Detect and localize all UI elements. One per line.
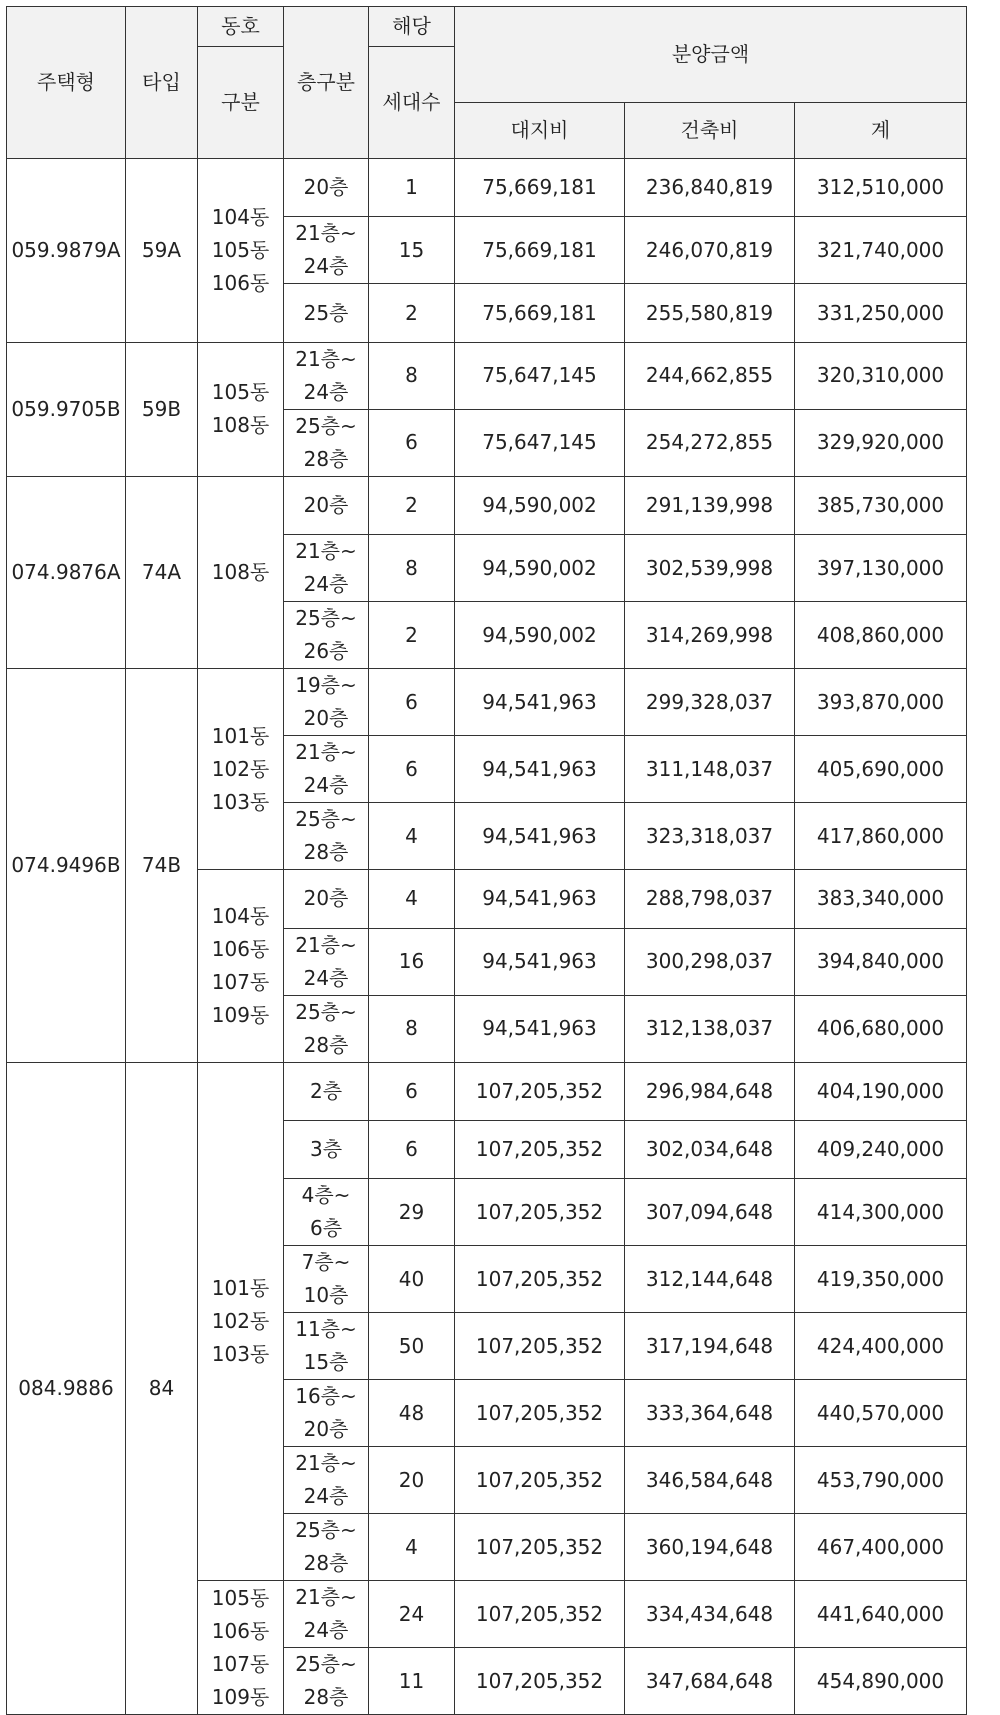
units-cell: 24: [369, 1581, 455, 1648]
units-cell: 8: [369, 995, 455, 1062]
total-price-cell: 383,340,000: [795, 870, 967, 928]
floor-cell: 19층~ 20층: [284, 669, 369, 736]
units-cell: 6: [369, 736, 455, 803]
building-cost-cell: 291,139,998: [625, 476, 795, 534]
total-price-cell: 440,570,000: [795, 1380, 967, 1447]
land-cost-cell: 107,205,352: [455, 1581, 625, 1648]
price-table: [6, 6, 967, 1715]
floor-cell: 25층~ 26층: [284, 602, 369, 669]
header-dong-bottom: 구분: [198, 47, 284, 159]
total-price-cell: 441,640,000: [795, 1581, 967, 1648]
type-cell: 74B: [126, 669, 198, 1062]
floor-cell: 25층~ 28층: [284, 995, 369, 1062]
land-cost-cell: 94,541,963: [455, 870, 625, 928]
land-cost-cell: 107,205,352: [455, 1514, 625, 1581]
dong-cell: 104동 106동 107동 109동: [198, 870, 284, 1062]
total-price-cell: 414,300,000: [795, 1179, 967, 1246]
floor-cell: 25층~ 28층: [284, 803, 369, 870]
floor-cell: 21층~ 24층: [284, 1581, 369, 1648]
units-cell: 6: [369, 1120, 455, 1178]
floor-cell: 4층~ 6층: [284, 1179, 369, 1246]
building-cost-cell: 307,094,648: [625, 1179, 795, 1246]
floor-cell: 11층~ 15층: [284, 1313, 369, 1380]
units-cell: 2: [369, 476, 455, 534]
land-cost-cell: 94,590,002: [455, 535, 625, 602]
floor-cell: 2층: [284, 1062, 369, 1120]
building-cost-cell: 236,840,819: [625, 159, 795, 217]
total-price-cell: 331,250,000: [795, 284, 967, 342]
units-cell: 8: [369, 535, 455, 602]
units-cell: 48: [369, 1380, 455, 1447]
floor-cell: 20층: [284, 159, 369, 217]
units-cell: 2: [369, 284, 455, 342]
units-cell: 4: [369, 870, 455, 928]
building-cost-cell: 255,580,819: [625, 284, 795, 342]
land-cost-cell: 94,541,963: [455, 995, 625, 1062]
table-row: [7, 1062, 967, 1120]
floor-cell: 25층~ 28층: [284, 1514, 369, 1581]
total-price-cell: 406,680,000: [795, 995, 967, 1062]
total-price-cell: 467,400,000: [795, 1514, 967, 1581]
building-cost-cell: 300,298,037: [625, 928, 795, 995]
land-cost-cell: 107,205,352: [455, 1179, 625, 1246]
type-cell: 74A: [126, 476, 198, 668]
building-cost-cell: 360,194,648: [625, 1514, 795, 1581]
floor-cell: 21층~ 24층: [284, 736, 369, 803]
header-price: 분양금액: [455, 7, 967, 103]
land-cost-cell: 107,205,352: [455, 1447, 625, 1514]
table-row: [7, 669, 967, 736]
table-row: [7, 159, 967, 217]
land-cost-cell: 75,647,145: [455, 342, 625, 409]
floor-cell: 7층~ 10층: [284, 1246, 369, 1313]
units-cell: 11: [369, 1648, 455, 1715]
dong-cell: 101동 102동 103동: [198, 1062, 284, 1581]
land-cost-cell: 75,647,145: [455, 409, 625, 476]
type-cell: 59B: [126, 342, 198, 476]
building-cost-cell: 311,148,037: [625, 736, 795, 803]
land-cost-cell: 94,541,963: [455, 803, 625, 870]
header-total: 계: [795, 103, 967, 159]
building-cost-cell: 246,070,819: [625, 217, 795, 284]
header-building: 건축비: [625, 103, 795, 159]
total-price-cell: 417,860,000: [795, 803, 967, 870]
floor-cell: 21층~ 24층: [284, 535, 369, 602]
total-price-cell: 329,920,000: [795, 409, 967, 476]
header-floor: 층구분: [284, 7, 369, 159]
dong-cell: 108동: [198, 476, 284, 668]
housing-type-cell: 074.9876A: [7, 476, 126, 668]
land-cost-cell: 75,669,181: [455, 217, 625, 284]
land-cost-cell: 94,541,963: [455, 736, 625, 803]
table-row: [7, 476, 967, 534]
total-price-cell: 405,690,000: [795, 736, 967, 803]
header-land: 대지비: [455, 103, 625, 159]
housing-type-cell: 084.9886: [7, 1062, 126, 1715]
total-price-cell: 397,130,000: [795, 535, 967, 602]
total-price-cell: 409,240,000: [795, 1120, 967, 1178]
units-cell: 6: [369, 409, 455, 476]
units-cell: 2: [369, 602, 455, 669]
land-cost-cell: 107,205,352: [455, 1380, 625, 1447]
units-cell: 4: [369, 1514, 455, 1581]
floor-cell: 3층: [284, 1120, 369, 1178]
units-cell: 1: [369, 159, 455, 217]
units-cell: 15: [369, 217, 455, 284]
building-cost-cell: 302,034,648: [625, 1120, 795, 1178]
building-cost-cell: 323,318,037: [625, 803, 795, 870]
total-price-cell: 404,190,000: [795, 1062, 967, 1120]
dong-cell: 105동 108동: [198, 342, 284, 476]
land-cost-cell: 94,590,002: [455, 476, 625, 534]
housing-type-cell: 074.9496B: [7, 669, 126, 1062]
building-cost-cell: 347,684,648: [625, 1648, 795, 1715]
building-cost-cell: 288,798,037: [625, 870, 795, 928]
building-cost-cell: 346,584,648: [625, 1447, 795, 1514]
land-cost-cell: 107,205,352: [455, 1062, 625, 1120]
floor-cell: 20층: [284, 870, 369, 928]
floor-cell: 21층~ 24층: [284, 1447, 369, 1514]
floor-cell: 16층~ 20층: [284, 1380, 369, 1447]
housing-type-cell: 059.9879A: [7, 159, 126, 343]
total-price-cell: 453,790,000: [795, 1447, 967, 1514]
total-price-cell: 454,890,000: [795, 1648, 967, 1715]
table-row: [7, 342, 967, 409]
units-cell: 29: [369, 1179, 455, 1246]
type-cell: 84: [126, 1062, 198, 1715]
land-cost-cell: 75,669,181: [455, 159, 625, 217]
total-price-cell: 320,310,000: [795, 342, 967, 409]
total-price-cell: 393,870,000: [795, 669, 967, 736]
total-price-cell: 321,740,000: [795, 217, 967, 284]
land-cost-cell: 94,590,002: [455, 602, 625, 669]
land-cost-cell: 107,205,352: [455, 1120, 625, 1178]
total-price-cell: 394,840,000: [795, 928, 967, 995]
floor-cell: 25층~ 28층: [284, 1648, 369, 1715]
building-cost-cell: 312,138,037: [625, 995, 795, 1062]
floor-cell: 20층: [284, 476, 369, 534]
land-cost-cell: 94,541,963: [455, 669, 625, 736]
building-cost-cell: 296,984,648: [625, 1062, 795, 1120]
units-cell: 50: [369, 1313, 455, 1380]
dong-cell: 105동 106동 107동 109동: [198, 1581, 284, 1715]
land-cost-cell: 107,205,352: [455, 1648, 625, 1715]
floor-cell: 25층: [284, 284, 369, 342]
building-cost-cell: 314,269,998: [625, 602, 795, 669]
building-cost-cell: 299,328,037: [625, 669, 795, 736]
building-cost-cell: 254,272,855: [625, 409, 795, 476]
housing-type-cell: 059.9705B: [7, 342, 126, 476]
building-cost-cell: 317,194,648: [625, 1313, 795, 1380]
floor-cell: 21층~ 24층: [284, 217, 369, 284]
land-cost-cell: 107,205,352: [455, 1313, 625, 1380]
dong-cell: 101동 102동 103동: [198, 669, 284, 870]
building-cost-cell: 333,364,648: [625, 1380, 795, 1447]
header-units-top: 해당: [369, 7, 455, 47]
units-cell: 4: [369, 803, 455, 870]
total-price-cell: 312,510,000: [795, 159, 967, 217]
total-price-cell: 424,400,000: [795, 1313, 967, 1380]
header-units-bottom: 세대수: [369, 47, 455, 159]
header-housing-type: 주택형: [7, 7, 126, 159]
floor-cell: 25층~ 28층: [284, 409, 369, 476]
land-cost-cell: 107,205,352: [455, 1246, 625, 1313]
land-cost-cell: 75,669,181: [455, 284, 625, 342]
building-cost-cell: 302,539,998: [625, 535, 795, 602]
floor-cell: 21층~ 24층: [284, 342, 369, 409]
units-cell: 6: [369, 669, 455, 736]
units-cell: 8: [369, 342, 455, 409]
building-cost-cell: 334,434,648: [625, 1581, 795, 1648]
units-cell: 6: [369, 1062, 455, 1120]
total-price-cell: 385,730,000: [795, 476, 967, 534]
total-price-cell: 419,350,000: [795, 1246, 967, 1313]
header-dong-top: 동호: [198, 7, 284, 47]
units-cell: 20: [369, 1447, 455, 1514]
header-type: 타입: [126, 7, 198, 159]
total-price-cell: 408,860,000: [795, 602, 967, 669]
land-cost-cell: 94,541,963: [455, 928, 625, 995]
building-cost-cell: 244,662,855: [625, 342, 795, 409]
units-cell: 40: [369, 1246, 455, 1313]
units-cell: 16: [369, 928, 455, 995]
type-cell: 59A: [126, 159, 198, 343]
floor-cell: 21층~ 24층: [284, 928, 369, 995]
building-cost-cell: 312,144,648: [625, 1246, 795, 1313]
dong-cell: 104동 105동 106동: [198, 159, 284, 343]
